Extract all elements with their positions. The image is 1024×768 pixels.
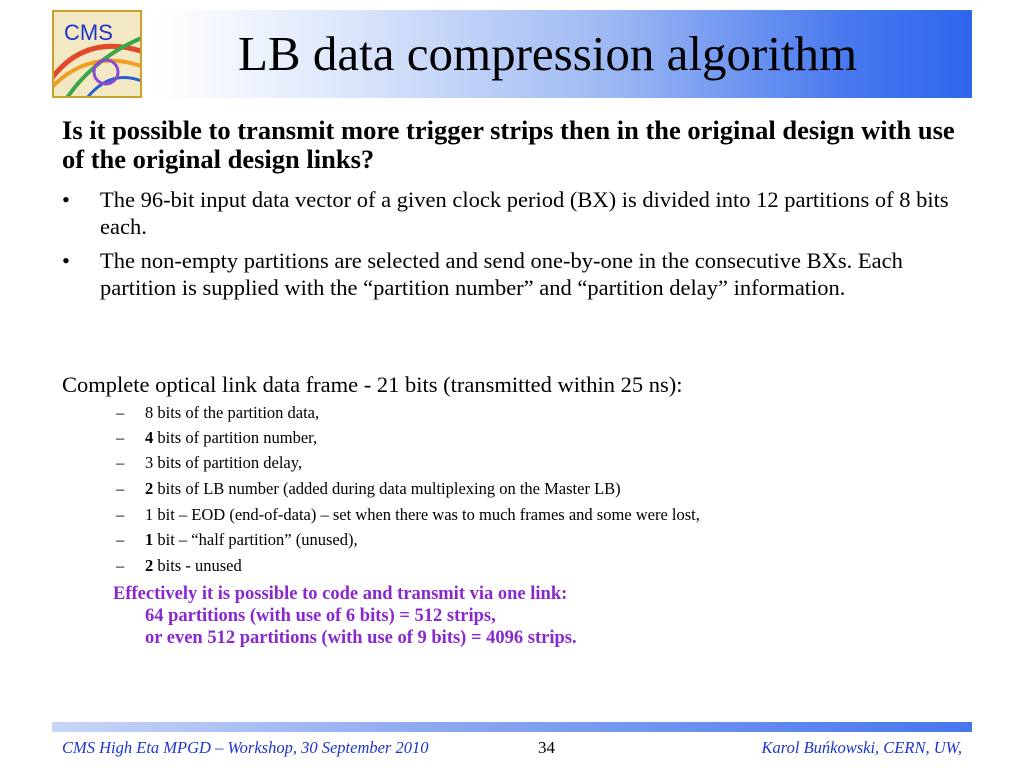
conclusion-line: or even 512 partitions (with use of 9 bits) = 4096 strips. [145,628,577,648]
cms-logo [52,10,142,98]
frame-item-text: 8 bits of the partition data, [145,403,320,422]
conclusion-block [113,583,963,649]
frame-item-text: 1 bit – EOD (end-of-data) – set when there was to much frames and some were lost, [145,505,700,524]
footer-event: CMS High Eta MPGD – Workshop, 30 September 2010 [62,738,429,757]
dash-marker: – [116,428,125,447]
footer-author: Karol Buńkowski, CERN, UW, [761,738,962,757]
bullet-marker: • [62,187,70,212]
frame-item-text: bits of LB number (added during data multiplexing on the Master LB) [153,479,621,498]
bullet-marker: • [62,248,70,273]
question-heading: Is it possible to transmit more trigger strips then in the original design with use of the original design links? [62,115,955,174]
bullet-text: The 96-bit input data vector of a given clock period (BX) is divided into 12 partitions of 8 bits each. [100,187,949,239]
frame-item-bold: 1 [145,530,154,549]
frame-item-bold: 2 [145,479,154,498]
dash-marker: – [116,403,125,422]
dash-marker: – [116,530,125,549]
page-number: 34 [538,738,555,757]
slide-title: LB data compression algorithm [238,26,858,81]
bullet-text: The non-empty partitions are selected and send one-by-one in the consecutive BXs. Each partition is supplied with the “partition number” and “partition delay” information. [100,248,903,300]
frame-item-bold: 4 [145,428,154,447]
dash-marker: – [116,505,125,524]
dash-marker: – [116,556,125,575]
cms-logo-graphic [54,12,140,96]
title-bar [154,10,972,98]
dash-marker: – [116,453,125,472]
dash-marker: – [116,479,125,498]
frame-intro: Complete optical link data frame - 21 bits (transmitted within 25 ns): [62,372,683,397]
frame-item-text: bits of partition number, [153,428,318,447]
conclusion-line: 64 partitions (with use of 6 bits) = 512 strips, [145,606,496,626]
conclusion-line: Effectively it is possible to code and transmit via one link: [113,584,568,604]
frame-item-text: bits - unused [153,556,242,575]
frame-item-text: bit – “half partition” (unused), [153,530,358,549]
frame-item-text: 3 bits of partition delay, [145,453,303,472]
frame-item-bold: 2 [145,556,154,575]
footer-divider [52,722,972,732]
cms-logo-text: CMS [64,20,113,45]
